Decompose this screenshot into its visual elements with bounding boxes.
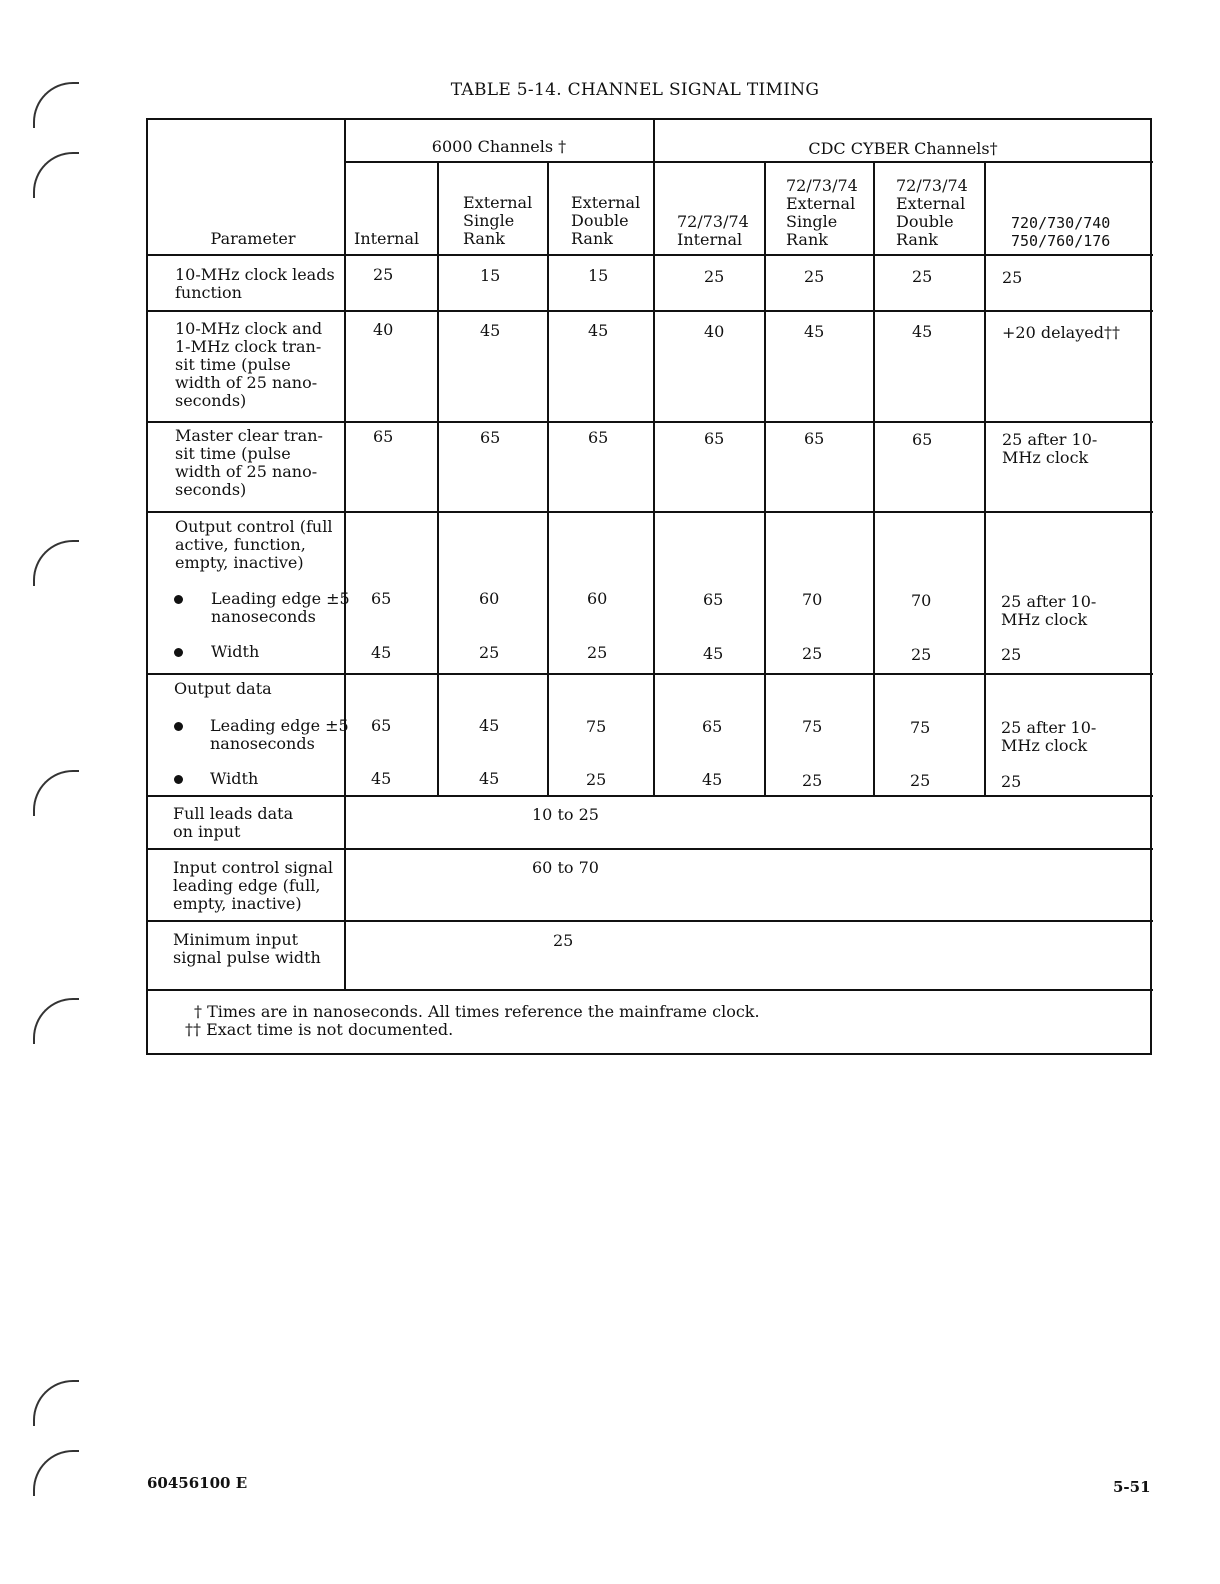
row-sublabel: Width [211, 642, 260, 661]
cell-value-span: 60 to 70 [532, 858, 599, 877]
bullet-icon [174, 595, 183, 604]
cell-value: 25 [804, 267, 825, 286]
row-sublabel: Leading edge ±5 nanoseconds [210, 716, 349, 753]
table-rule [984, 161, 986, 795]
cell-value: 45 [912, 322, 933, 341]
table-rule [147, 310, 1153, 312]
binder-notch [33, 770, 79, 816]
cell-value: 65 [371, 589, 392, 608]
cell-value: 60 [587, 589, 608, 608]
cell-value: 45 [479, 716, 500, 735]
cell-value: 25 [802, 771, 823, 790]
cell-value: 75 [910, 718, 931, 737]
cell-value: 65 [373, 427, 394, 446]
table-rule [147, 421, 1153, 423]
cell-value: 45 [588, 321, 609, 340]
row-sublabel: Width [210, 769, 259, 788]
table-rule [147, 920, 1153, 922]
table-rule [873, 161, 875, 795]
col-header-cyber-models: 720/730/740 750/760/176 [1011, 214, 1111, 250]
cell-value: 65 [588, 428, 609, 447]
cell-value: 40 [373, 320, 394, 339]
cell-value: 15 [588, 266, 609, 285]
group-header-6000: 6000 Channels † [431, 137, 567, 156]
cell-value: 25 [802, 644, 823, 663]
binder-notch [33, 998, 79, 1044]
cell-value: 45 [702, 770, 723, 789]
binder-notch [33, 1380, 79, 1426]
col-header-cyber-ext-double: 72/73/74 External Double Rank [896, 176, 968, 249]
table-title: TABLE 5-14. CHANNEL SIGNAL TIMING [450, 80, 820, 100]
cell-value: 25 [587, 643, 608, 662]
row-label: Master clear tran- sit time (pulse width of 25 nano- seconds) [175, 426, 323, 499]
col-header-ext-single-rank: External Single Rank [463, 193, 533, 248]
bullet-icon [174, 722, 183, 731]
table-rule [653, 118, 655, 795]
row-sublabel: Leading edge ±5 nanoseconds [211, 589, 350, 626]
table-rule [147, 989, 1153, 991]
table-rule [147, 673, 1153, 675]
row-label: Full leads data on input [173, 804, 294, 841]
binder-notch [33, 1450, 79, 1496]
cell-value: 25 [479, 643, 500, 662]
col-header-cyber-ext-single: 72/73/74 External Single Rank [786, 176, 858, 249]
document-number: 60456100 E [147, 1474, 248, 1492]
bullet-icon [174, 775, 183, 784]
cell-value-span: 25 [553, 931, 574, 950]
timing-table [146, 118, 1152, 1055]
cell-value: 65 [704, 429, 725, 448]
cell-value: 65 [371, 716, 392, 735]
cell-value: 25 after 10- MHz clock [1001, 718, 1097, 755]
cell-value: 25 [586, 770, 607, 789]
cell-value: 45 [703, 644, 724, 663]
cell-value: 60 [479, 589, 500, 608]
col-header-ext-double-rank: External Double Rank [571, 193, 641, 248]
cell-value: 75 [802, 717, 823, 736]
row-label: 10-MHz clock and 1-MHz clock tran- sit time (pulse width of 25 nano- seconds) [175, 319, 323, 410]
binder-notch [33, 152, 79, 198]
cell-value: 25 [911, 645, 932, 664]
cell-value: 65 [912, 430, 933, 449]
col-header-internal: Internal [354, 229, 420, 248]
col-header-parameter: Parameter [210, 229, 296, 248]
cell-value: 45 [371, 643, 392, 662]
cell-value: 45 [804, 322, 825, 341]
table-rule [345, 161, 1153, 163]
cell-value: 65 [702, 717, 723, 736]
footnote: †† Exact time is not documented. [185, 1020, 454, 1039]
cell-value: 25 after 10- MHz clock [1002, 430, 1098, 467]
cell-value: +20 delayed†† [1002, 323, 1120, 342]
cell-value: 75 [586, 717, 607, 736]
table-rule [147, 254, 1153, 256]
cell-value: 70 [911, 591, 932, 610]
cell-value: 65 [804, 429, 825, 448]
cell-value: 25 [912, 267, 933, 286]
col-header-cyber-internal: 72/73/74 Internal [677, 212, 749, 249]
bullet-icon [174, 648, 183, 657]
cell-value: 15 [480, 266, 501, 285]
row-label: Input control signal leading edge (full, empty, inactive) [173, 858, 334, 913]
table-rule [147, 511, 1153, 513]
cell-value-span: 10 to 25 [532, 805, 599, 824]
cell-value: 25 after 10- MHz clock [1001, 592, 1097, 629]
cell-value: 45 [479, 769, 500, 788]
row-label: 10-MHz clock leads function [175, 265, 335, 302]
cell-value: 25 [704, 267, 725, 286]
table-rule [147, 848, 1153, 850]
group-header-cyber: CDC CYBER Channels† [808, 139, 998, 158]
cell-value: 25 [910, 771, 931, 790]
table-rule [547, 161, 549, 795]
row-label: Minimum input signal pulse width [173, 930, 321, 967]
cell-value: 25 [1002, 268, 1023, 287]
cell-value: 65 [480, 428, 501, 447]
table-rule [764, 161, 766, 795]
cell-value: 70 [802, 590, 823, 609]
table-rule [344, 118, 346, 989]
cell-value: 65 [703, 590, 724, 609]
row-label: Output control (full active, function, empty, inactive) [175, 517, 333, 572]
cell-value: 40 [704, 322, 725, 341]
cell-value: 25 [373, 265, 394, 284]
cell-value: 45 [371, 769, 392, 788]
row-label: Output data [174, 679, 272, 698]
cell-value: 25 [1001, 772, 1022, 791]
cell-value: 45 [480, 321, 501, 340]
cell-value: 25 [1001, 645, 1022, 664]
table-rule [437, 161, 439, 795]
footnote: † Times are in nanoseconds. All times reference the mainframe clock. [194, 1002, 760, 1021]
page-number: 5-51 [1113, 1478, 1151, 1496]
table-rule [147, 795, 1153, 797]
binder-notch [33, 540, 79, 586]
